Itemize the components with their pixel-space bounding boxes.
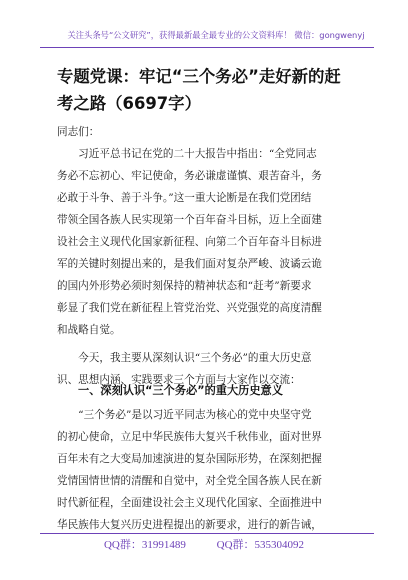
paragraph-line: 识、思想内涵、实践要求三个方面与大家作以交流： [57,374,301,386]
document-title [57,63,353,117]
paragraph-line: 习近平总书记在党的二十大报告中指出：“全党同志 [57,148,317,160]
section-heading: 一、深刻认识“三个务必”的重大历史意义 [78,384,283,397]
paragraph-line: 时代新征程，全面建设社会主义现代化国家、全面推进中 [57,497,322,509]
footer-divider [40,533,374,534]
paragraph-1 [57,143,353,341]
paragraph-line: 的初心使命，立足中华民族伟大复兴千秋伟业，面对世界 [57,431,322,443]
footer-qq-group-1: QQ群：31991489 [103,539,186,551]
paragraph-line: 彰显了我们党在新征程上管党治党、兴党强党的高度清醒 [57,302,322,314]
paragraph-line: 党情国情世情的清醒和自觉中，对全党全国各族人民在新 [57,475,322,487]
title-line: 专题党课：牢记“三个务必”走好新的赶 [57,67,341,86]
footer-qq-group-2: QQ群：535304092 [216,539,305,551]
paragraph-line: 和战略自觉。 [57,324,121,336]
paragraph-line: 今天，我主要从深刻认识“三个务必”的重大历史意 [57,352,312,364]
paragraph-3 [57,404,353,536]
paragraph-line: 华民族伟大复兴历史进程提出的新要求，进行的新告诫， [57,519,322,531]
title-line: 考之路（6697字） [57,94,201,113]
paragraph-line: 务必不忘初心、牢记使命，务必谦虚谨慎、艰苦奋斗，务 [57,170,322,182]
paragraph-line: 设社会主义现代化国家新征程、向第二个百年奋斗目标进 [57,236,322,248]
paragraph-line: 带领全国各族人民实现第一个百年奋斗目标，迈上全面建 [57,214,322,226]
footer [0,536,408,554]
paragraph-line: 军的关键时刻提出来的，是我们面对复杂严峻、波谲云诡 [57,258,322,270]
paragraph-line: 的国内外形势必须时刻保持的精神状态和“赶考”新要求 [57,280,312,292]
header-banner: 关注头条号“公文研究”，获得最新最全最专业的公文资料库！ 微信：gongwenyj [67,30,365,40]
greeting: 同志们： [57,126,100,138]
paragraph-line: 百年未有之大变局加速演进的复杂国际形势，在深刻把握 [57,453,322,465]
header-divider [40,47,374,48]
paragraph-line: “三个务必”是以习近平同志为核心的党中央坚守党 [57,409,312,421]
paragraph-line: 必敢于斗争、善于斗争。”这一重大论断是在我们党团结 [57,192,312,204]
